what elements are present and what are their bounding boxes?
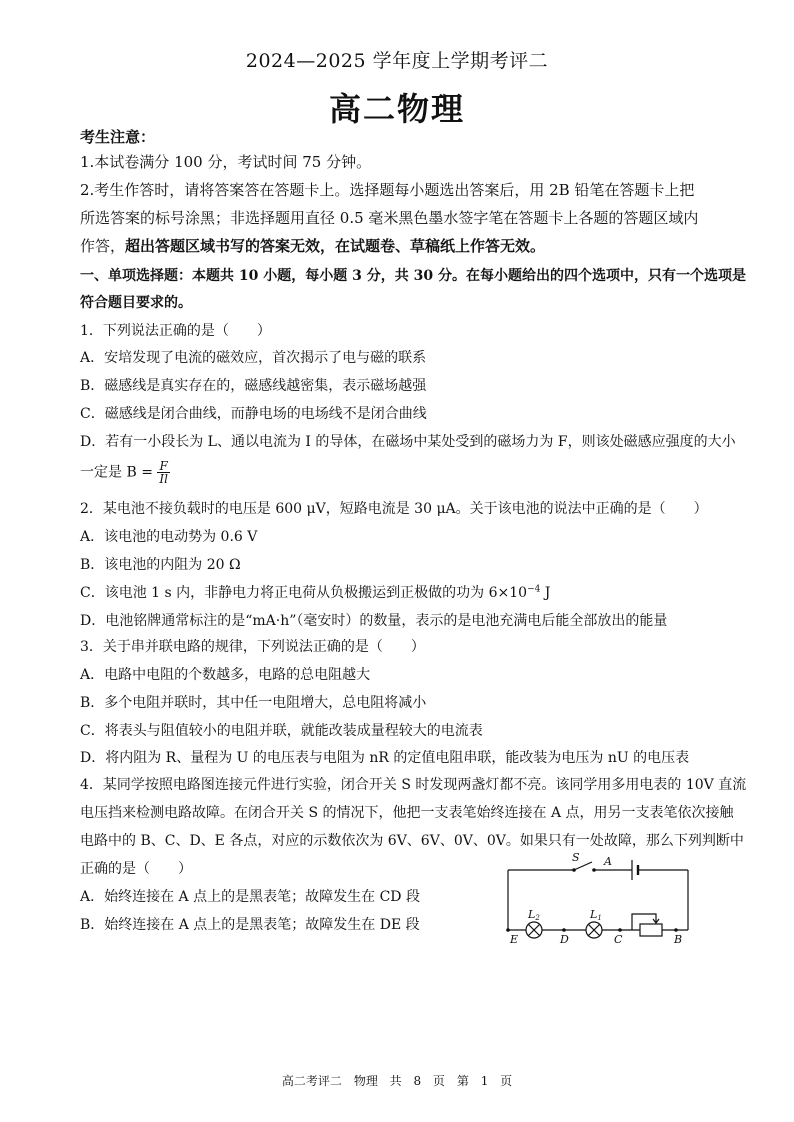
label-l1-main: L [590,908,598,921]
q1-option-d-line1: D．若有一小段长为 L、通以电流为 I 的导体，在磁场中某处受到的磁场力为 F，则该处磁感应强度的大小 [80,434,736,450]
node-e [506,928,510,932]
q1-stem: 1．下列说法正确的是（ ） [80,323,271,339]
node-b [674,928,678,932]
q1-fraction-denominator: Il [159,472,168,486]
label-c: C [614,933,623,944]
q2-option-a: A．该电池的电动势为 0.6 V [80,529,258,545]
q1-fraction [157,460,170,485]
q3-option-b: B．多个电阻并联时，其中任一电阻增大，总电阻将减小 [80,695,427,711]
q2-option-c-unit: J [540,585,551,601]
q1-option-d-formula-lead: 一定是 B = [80,464,153,481]
circuit-diagram [496,852,696,944]
q4-option-b: B．始终连接在 A 点上的是黑表笔；故障发生在 DE 段 [80,917,420,933]
q1-option-a: A．安培发现了电流的磁效应，首次揭示了电与磁的联系 [80,350,427,366]
label-a: A [604,855,612,868]
label-l1 [589,908,602,922]
q2-option-c-exponent: −4 [527,584,541,595]
q1-option-c: C．磁感线是闭合曲线，而静电场的电场线不是闭合曲线 [80,406,427,422]
q4-stem-line4: 正确的是（ ） [80,861,192,877]
q4-option-a: A．始终连接在 A 点上的是黑表笔；故障发生在 CD 段 [80,889,420,905]
node-c [618,928,622,932]
q4-stem-line1: 4．某同学按照电路图连接元件进行实验，闭合开关 S 时发现两盏灯都不亮。该同学用多用电表的 10V 直流 [80,777,747,793]
q3-option-d: D．将内阻为 R、量程为 U 的电压表与电阻为 nR 的定值电阻串联，能改装为电压为 nU 的电压表 [80,750,690,766]
q2-option-b: B．该电池的内阻为 20 Ω [80,557,241,573]
q4-stem-line3: 电路中的 B、C、D、E 各点，对应的示数依次为 6V、6V、0V、0V。如果只有一处故障，那么下列判断中 [80,833,744,849]
q1-option-b: B．磁感线是真实存在的，磁感线越密集，表示磁场越强 [80,378,427,394]
q3-stem: 3．关于串并联电路的规律，下列说法正确的是（ ） [80,639,425,655]
rheostat-slider-wire [632,914,656,930]
rheostat [640,924,662,936]
notice-item-2-line3-bold: 超出答题区域书写的答案无效，在试题卷、草稿纸上作答无效。 [125,237,546,255]
q2-stem: 2．某电池不接负载时的电压是 600 μV，短路电流是 30 μA。关于该电池的说法中正确的是（ ） [80,501,708,517]
notice-item-1: 1.本试卷满分 100 分，考试时间 75 分钟。 [80,153,372,171]
label-e: E [510,933,519,944]
label-l2-sub: 2 [535,914,540,922]
label-b: B [674,933,683,944]
section-1-heading-line2: 符合题目要求的。 [80,295,192,311]
page-footer: 高二考评二 物理 共 8 页 第 1 页 [281,1074,513,1088]
q4-stem-line2: 电压挡来检测电路故障。在闭合开关 S 的情况下，他把一支表笔始终连接在 A 点，用另一支表笔依次接触 [80,805,734,821]
notice-item-2-line3-plain: 作答， [80,237,126,255]
node-d [562,928,566,932]
subject-title: 高二物理 [328,90,465,128]
label-l2 [527,908,540,922]
label-s: S [572,852,580,864]
q1-fraction-numerator: F [159,459,168,473]
label-l1-sub: 1 [597,914,602,922]
section-1-heading-line1: 一、单项选择题：本题共 10 小题，每小题 3 分，共 30 分。在每小题给出的四个选项中，只有一个选项是 [80,268,746,284]
node-a [592,868,596,872]
q1-option-d-line2 [80,460,170,485]
q3-option-c: C．将表头与阻值较小的电阻并联，就能改装成量程较大的电流表 [80,723,483,739]
notice-item-2-line3 [80,236,545,256]
q2-option-c-text: C．该电池 1 s 内，非静电力将正电荷从负极搬运到正极做的功为 6×10 [80,585,528,601]
q3-option-a: A．电路中电阻的个数越多，电路的总电阻越大 [80,667,371,683]
switch-s-pivot [572,868,576,872]
notice-item-2-line1: 2.考生作答时，请将答案答在答题卡上。选择题每小题选出答案后，用 2B 铅笔在答题卡上把 [80,181,695,199]
label-l2-main: L [528,908,536,921]
q2-option-d: D．电池铭牌通常标注的是“mA·h”（毫安时）的数量，表示的是电池充满电后能全部放出的能量 [80,613,668,629]
label-d: D [560,933,569,944]
exam-title: 2024—2025 学年度上学期考评二 [245,50,549,72]
q2-option-c [80,582,550,602]
notice-item-2-line2: 所选答案的标号涂黑；非选择题用直径 0.5 毫米黑色墨水签字笔在答题卡上各题的答题区域内 [80,209,699,227]
notice-heading: 考生注意： [80,128,156,146]
